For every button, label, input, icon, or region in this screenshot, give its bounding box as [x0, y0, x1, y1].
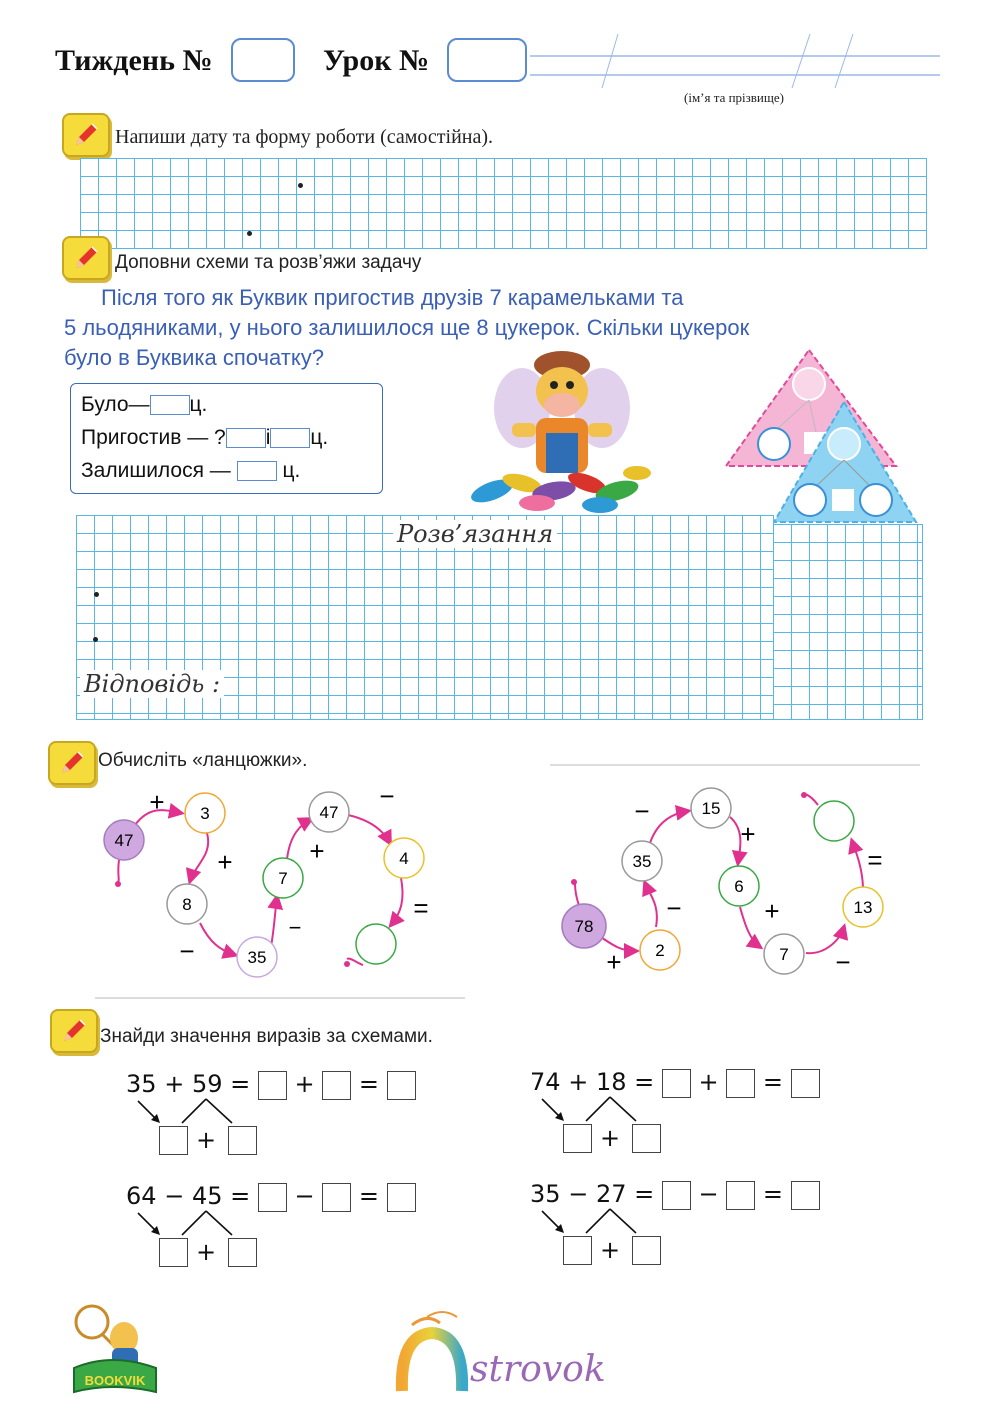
- answer-box[interactable]: [322, 1071, 351, 1100]
- triangle-top-circle[interactable]: [828, 428, 860, 460]
- schema-input[interactable]: [226, 428, 266, 448]
- answer-box[interactable]: [726, 1181, 755, 1210]
- split-box[interactable]: [563, 1236, 592, 1265]
- bookvik-logo: [62, 1300, 167, 1400]
- schema-input[interactable]: [270, 428, 310, 448]
- grid-dot: [94, 592, 99, 597]
- triangle-circle[interactable]: [860, 484, 892, 516]
- split-box[interactable]: [228, 1238, 257, 1267]
- answer-box[interactable]: [662, 1069, 691, 1098]
- schema-unit: ц.: [282, 459, 301, 482]
- chain-node-value: 7: [779, 945, 789, 964]
- expression-block: [126, 1070, 446, 1165]
- date-grid[interactable]: [80, 158, 927, 249]
- expression-block: [530, 1180, 850, 1275]
- chain-op: +: [149, 787, 165, 817]
- expr-a: 64: [126, 1182, 157, 1210]
- chain-node-value: 13: [853, 898, 873, 917]
- problem-line-2: 5 льодяниками, у нього залишилося ще 8 цукерок. Скільки цукерок: [64, 315, 750, 340]
- expr-b: 18: [595, 1068, 627, 1096]
- chain-node-value: 2: [655, 941, 665, 960]
- chain-node-value: 47: [319, 803, 339, 822]
- schema-input[interactable]: [237, 461, 277, 481]
- split-op: +: [600, 1236, 621, 1264]
- pencil-icon: [48, 741, 96, 785]
- schema-row1-label: Було—: [81, 393, 150, 416]
- expr-op2: −: [294, 1182, 315, 1210]
- chain-op: +: [764, 896, 780, 926]
- problem-line-3: було в Буквика спочатку?: [64, 345, 324, 370]
- pencil-icon: [62, 113, 110, 157]
- answer-box[interactable]: [258, 1071, 287, 1100]
- expr-eq: =: [634, 1180, 655, 1208]
- triangle-schemes: [724, 346, 924, 526]
- grid-dot: [247, 231, 252, 236]
- chain-node-value: 47: [114, 831, 134, 850]
- answer-label: Відповідь :: [80, 670, 224, 698]
- chain-answer-input[interactable]: [814, 801, 854, 841]
- split-box[interactable]: [159, 1126, 188, 1155]
- expr-op2: +: [294, 1070, 315, 1098]
- expr-op: +: [568, 1068, 589, 1096]
- chain-answer-input[interactable]: [356, 924, 396, 964]
- answer-box[interactable]: [662, 1181, 691, 1210]
- expr-eq: =: [762, 1180, 784, 1208]
- expr-eq: =: [634, 1068, 655, 1096]
- chain-op: −: [179, 936, 195, 966]
- short-condition-schema: [70, 383, 383, 494]
- triangle-top-circle[interactable]: [793, 368, 825, 400]
- split-op: +: [600, 1124, 621, 1152]
- split-scheme-lines: [126, 1095, 256, 1127]
- logo-left-text: BOOKVIK: [84, 1373, 146, 1388]
- answer-box[interactable]: [726, 1069, 755, 1098]
- schema-unit: ц.: [310, 426, 329, 449]
- logo-right-text: strovok: [470, 1349, 606, 1390]
- expr-op: −: [164, 1182, 185, 1210]
- answer-box[interactable]: [258, 1183, 287, 1212]
- split-scheme-lines: [530, 1205, 660, 1237]
- chain-node-value: 4: [399, 849, 409, 868]
- chain-node-value: 7: [278, 869, 288, 888]
- chain-1: [95, 785, 445, 985]
- pencil-icon: [62, 236, 110, 280]
- lesson-number-input[interactable]: [447, 38, 527, 82]
- chain-op: +: [309, 836, 325, 866]
- chain-op: =: [413, 893, 429, 923]
- task1-instruction: Напиши дату та форму роботи (самостійна).: [115, 126, 494, 148]
- expr-eq: =: [358, 1070, 380, 1098]
- schema-row2-label: Пригостив — ?: [81, 426, 226, 449]
- chain-node-value: 15: [701, 799, 721, 818]
- schema-unit: ц.: [189, 393, 208, 416]
- split-scheme-lines: [530, 1093, 660, 1125]
- schema-mid: і: [265, 426, 271, 449]
- expr-b: 27: [595, 1180, 627, 1208]
- grid-dot: [93, 637, 98, 642]
- chain-op: =: [867, 845, 883, 875]
- expr-a: 74: [530, 1068, 561, 1096]
- chain-op: +: [606, 947, 622, 977]
- expr-op2: −: [698, 1180, 719, 1208]
- chain-node-value: 78: [574, 917, 594, 936]
- chain-op: −: [835, 947, 851, 977]
- solution-label: Розв’язання: [393, 520, 557, 548]
- chain-node-value: 35: [247, 948, 267, 967]
- expr-eq: =: [230, 1182, 251, 1210]
- grid-dot: [298, 183, 303, 188]
- chain-node-value: 3: [200, 804, 210, 823]
- schema-row3-label: Залишилося —: [81, 459, 231, 482]
- expr-eq: =: [358, 1182, 380, 1210]
- chain-op: −: [666, 893, 682, 923]
- split-box[interactable]: [632, 1236, 661, 1265]
- week-label: Тиждень №: [55, 44, 213, 77]
- chain-node-value: 35: [632, 852, 652, 871]
- task3-instruction: Обчисліть «ланцюжки».: [98, 750, 308, 771]
- expr-a: 35: [126, 1070, 157, 1098]
- solution-grid-right[interactable]: [773, 524, 923, 720]
- problem-line-1: Після того як Буквик пригостив друзів 7 карамельками та: [101, 285, 684, 310]
- triangle-square[interactable]: [832, 489, 854, 511]
- name-field-lines[interactable]: [530, 30, 950, 92]
- pencil-icon: [50, 1009, 98, 1053]
- split-op: +: [196, 1238, 217, 1266]
- name-caption: (ім’я та прізвище): [684, 90, 784, 105]
- answer-box[interactable]: [791, 1069, 820, 1098]
- answer-box[interactable]: [322, 1183, 351, 1212]
- answer-box[interactable]: [791, 1181, 820, 1210]
- expression-block: [530, 1068, 850, 1163]
- chain-op: −: [634, 796, 650, 826]
- expr-b: 45: [191, 1182, 223, 1210]
- chain-node-value: 6: [734, 877, 744, 896]
- expr-op2: +: [698, 1068, 719, 1096]
- chain-op: +: [740, 819, 756, 849]
- lesson-label: Урок №: [323, 44, 430, 77]
- split-scheme-lines: [126, 1207, 256, 1239]
- expr-a: 35: [530, 1180, 561, 1208]
- divider: [550, 763, 920, 767]
- task4-instruction: Знайди значення виразів за схемами.: [100, 1026, 433, 1047]
- expr-op: +: [164, 1070, 185, 1098]
- split-box[interactable]: [563, 1124, 592, 1153]
- week-number-input[interactable]: [231, 38, 295, 82]
- split-box[interactable]: [632, 1124, 661, 1153]
- chain-2: [550, 775, 910, 985]
- expr-eq: =: [230, 1070, 251, 1098]
- split-op: +: [196, 1126, 217, 1154]
- triangle-circle[interactable]: [758, 428, 790, 460]
- expr-op: −: [568, 1180, 589, 1208]
- triangle-circle[interactable]: [794, 484, 826, 516]
- expr-eq: =: [762, 1068, 784, 1096]
- split-box[interactable]: [228, 1126, 257, 1155]
- split-box[interactable]: [159, 1238, 188, 1267]
- chain-op: +: [217, 847, 233, 877]
- chain-op: −: [379, 785, 395, 811]
- task2-instruction: Доповни схеми та розв’яжи задачу: [115, 252, 422, 273]
- expr-b: 59: [191, 1070, 223, 1098]
- chain-node-value: 8: [182, 895, 192, 914]
- bukvik-with-candies-illustration: [462, 343, 662, 523]
- chain-op: −: [288, 915, 302, 940]
- expression-block: [126, 1182, 446, 1277]
- divider: [95, 996, 465, 1000]
- schema-input[interactable]: [150, 395, 190, 415]
- ostrovok-logo: [372, 1305, 612, 1395]
- answer-box[interactable]: [387, 1183, 416, 1212]
- answer-box[interactable]: [387, 1071, 416, 1100]
